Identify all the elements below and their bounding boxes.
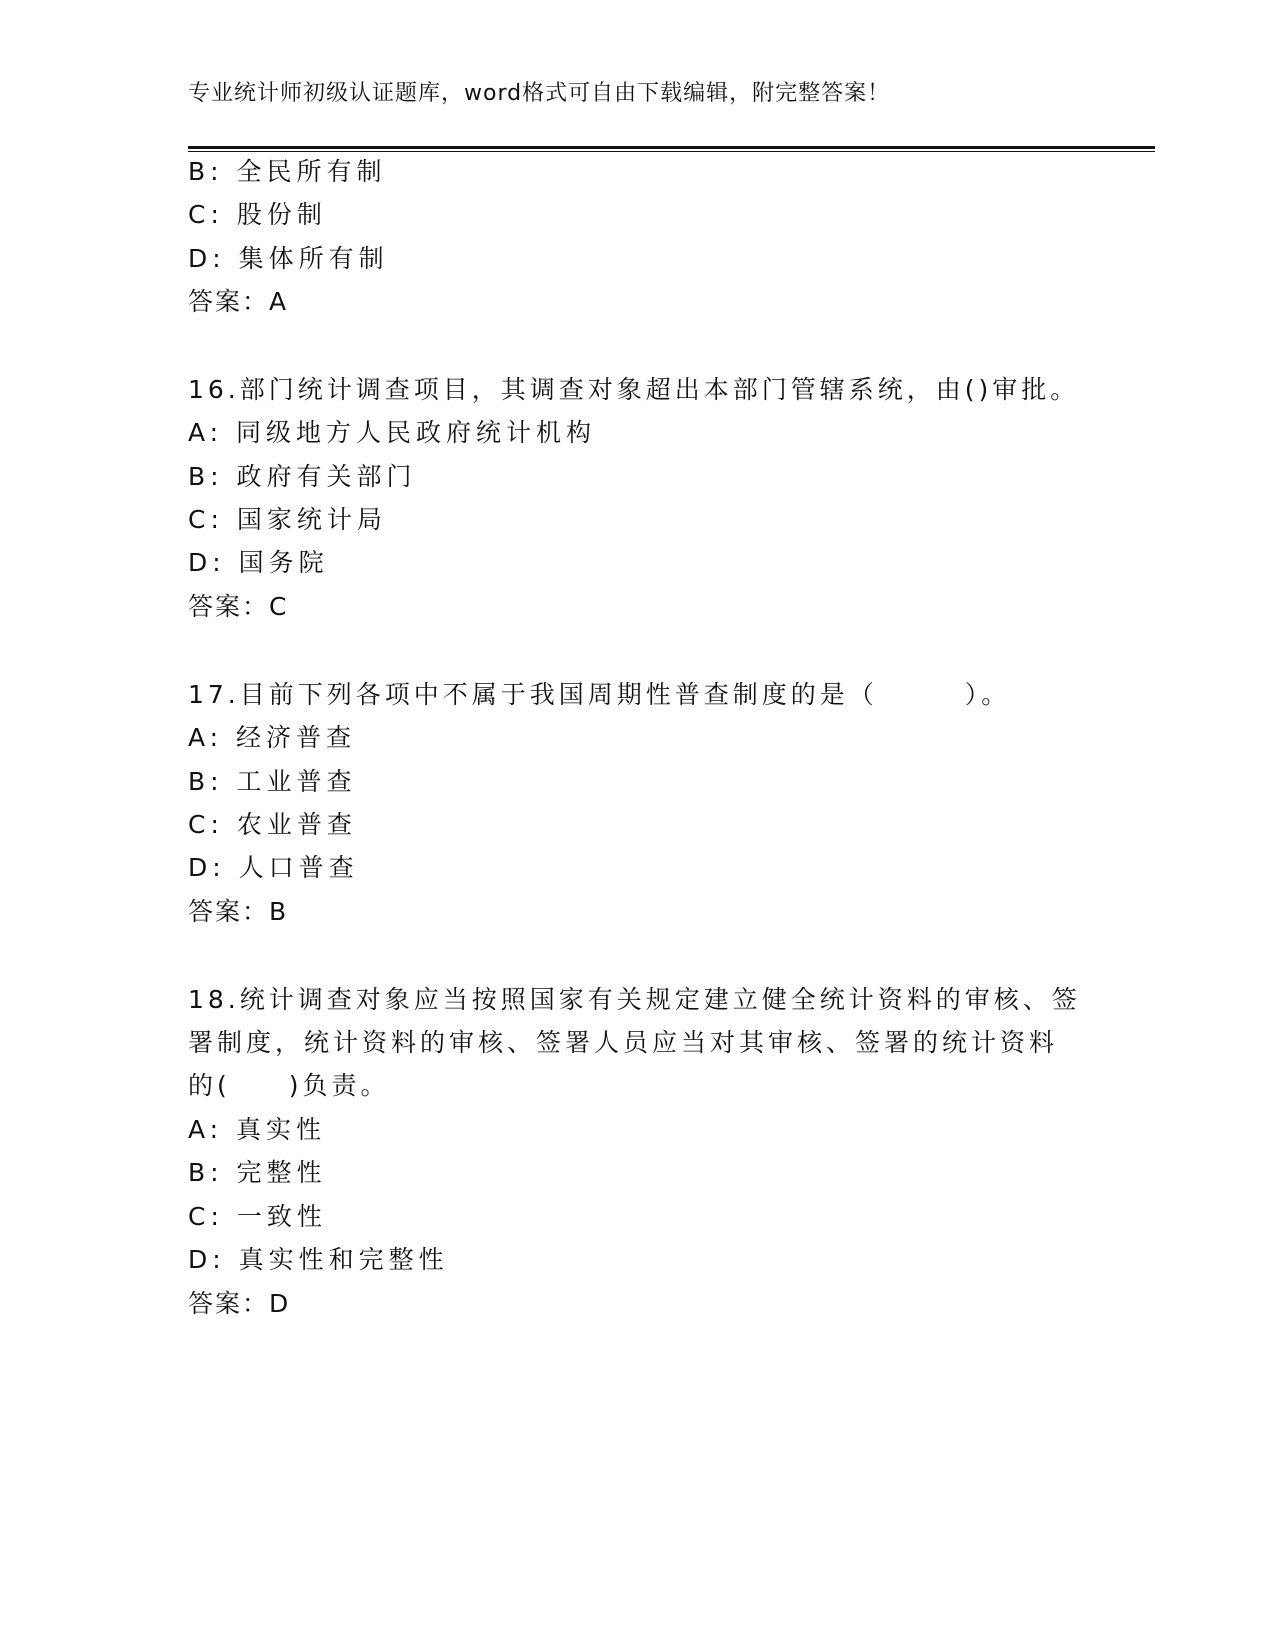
q16-option-b: B: 政府有关部门 — [188, 462, 417, 491]
q16-option-a: A: 同级地方人民政府统计机构 — [188, 418, 597, 447]
q16-stem: 16.部门统计调查项目，其调查对象超出本部门管辖系统，由()审批。 — [188, 375, 1080, 404]
page-header: 专业统计师初级认证题库，word格式可自由下载编辑，附完整答案！ — [188, 81, 891, 106]
q17-stem: 17.目前下列各项中不属于我国周期性普查制度的是（ ）。 — [188, 680, 1011, 709]
q16-option-d: D: 国务院 — [188, 548, 329, 577]
q18-answer: 答案：D — [188, 1289, 291, 1318]
q18-option-c: C: 一致性 — [188, 1202, 327, 1231]
header-divider-thick — [188, 146, 1155, 149]
q18-stem-line-3: 的( )负责。 — [188, 1071, 390, 1100]
q18-option-b: B: 完整性 — [188, 1158, 327, 1187]
q16-answer: 答案：C — [188, 592, 289, 621]
q17-option-d: D: 人口普查 — [188, 853, 359, 882]
header-divider — [188, 146, 1155, 153]
q17-answer: 答案：B — [188, 897, 289, 926]
q15-option-c: C: 股份制 — [188, 200, 327, 229]
q15-option-b: B: 全民所有制 — [188, 157, 387, 186]
q15-option-d: D: 集体所有制 — [188, 244, 389, 273]
q15-answer: 答案：A — [188, 287, 289, 316]
q18-option-a: A: 真实性 — [188, 1115, 327, 1144]
q16-option-c: C: 国家统计局 — [188, 505, 387, 534]
q17-option-b: B: 工业普查 — [188, 767, 357, 796]
q17-option-a: A: 经济普查 — [188, 723, 357, 752]
q18-stem-line-2: 署制度，统计资料的审核、签署人员应当对其审核、签署的统计资料 — [188, 1028, 1059, 1057]
q17-option-c: C: 农业普查 — [188, 810, 357, 839]
header-divider-thin — [188, 151, 1155, 152]
q18-stem-line-1: 18.统计调查对象应当按照国家有关规定建立健全统计资料的审核、签 — [188, 985, 1081, 1014]
q18-option-d: D: 真实性和完整性 — [188, 1245, 449, 1274]
